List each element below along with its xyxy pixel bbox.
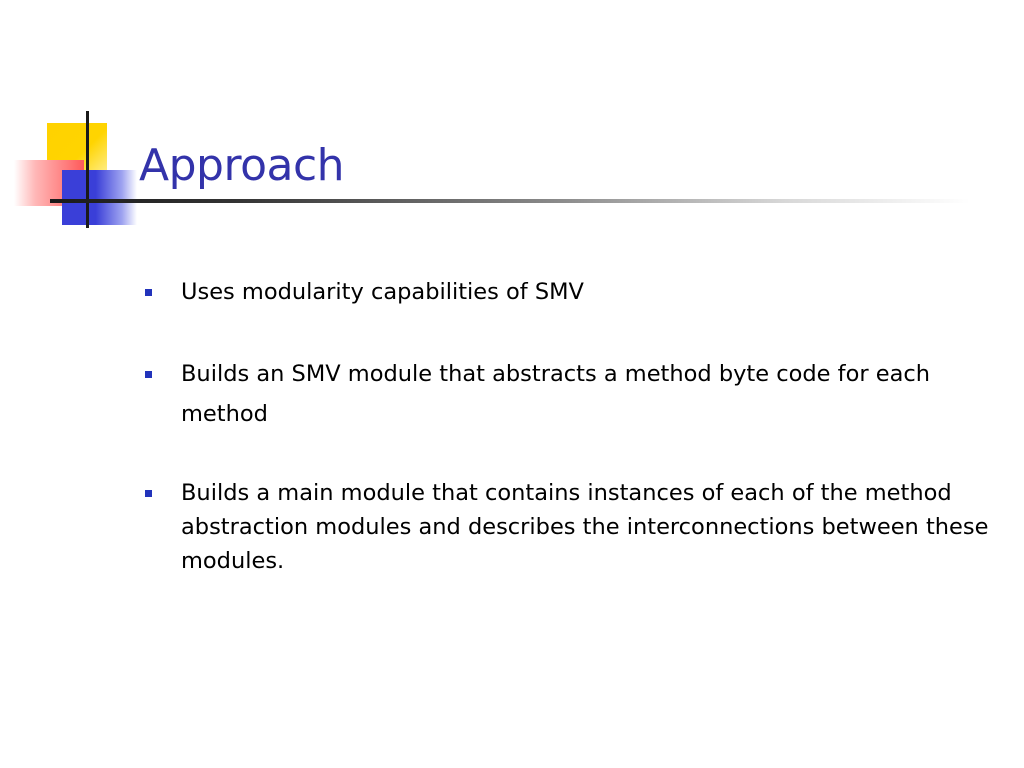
blue-gradient-shape — [62, 170, 137, 225]
square-bullet-icon — [145, 490, 152, 497]
bullet-text: Builds an SMV module that abstracts a method byte code for each method — [181, 361, 930, 427]
bullet-item — [145, 272, 1005, 312]
square-bullet-icon — [145, 371, 152, 378]
square-bullet-icon — [145, 289, 152, 296]
slide-title: Approach — [139, 140, 345, 191]
bullet-text: Uses modularity capabilities of SMV — [181, 279, 584, 305]
title-underline-rule — [50, 199, 970, 203]
bullet-text: Builds a main module that contains instances of each of the method abstraction modules and describes the interconnections between these modules. — [181, 480, 989, 574]
bullet-item — [145, 476, 1005, 578]
bullet-item — [145, 354, 1005, 434]
decorative-corner-graphic — [0, 0, 180, 240]
bullet-list — [145, 272, 1005, 578]
vertical-divider-line — [86, 111, 89, 228]
